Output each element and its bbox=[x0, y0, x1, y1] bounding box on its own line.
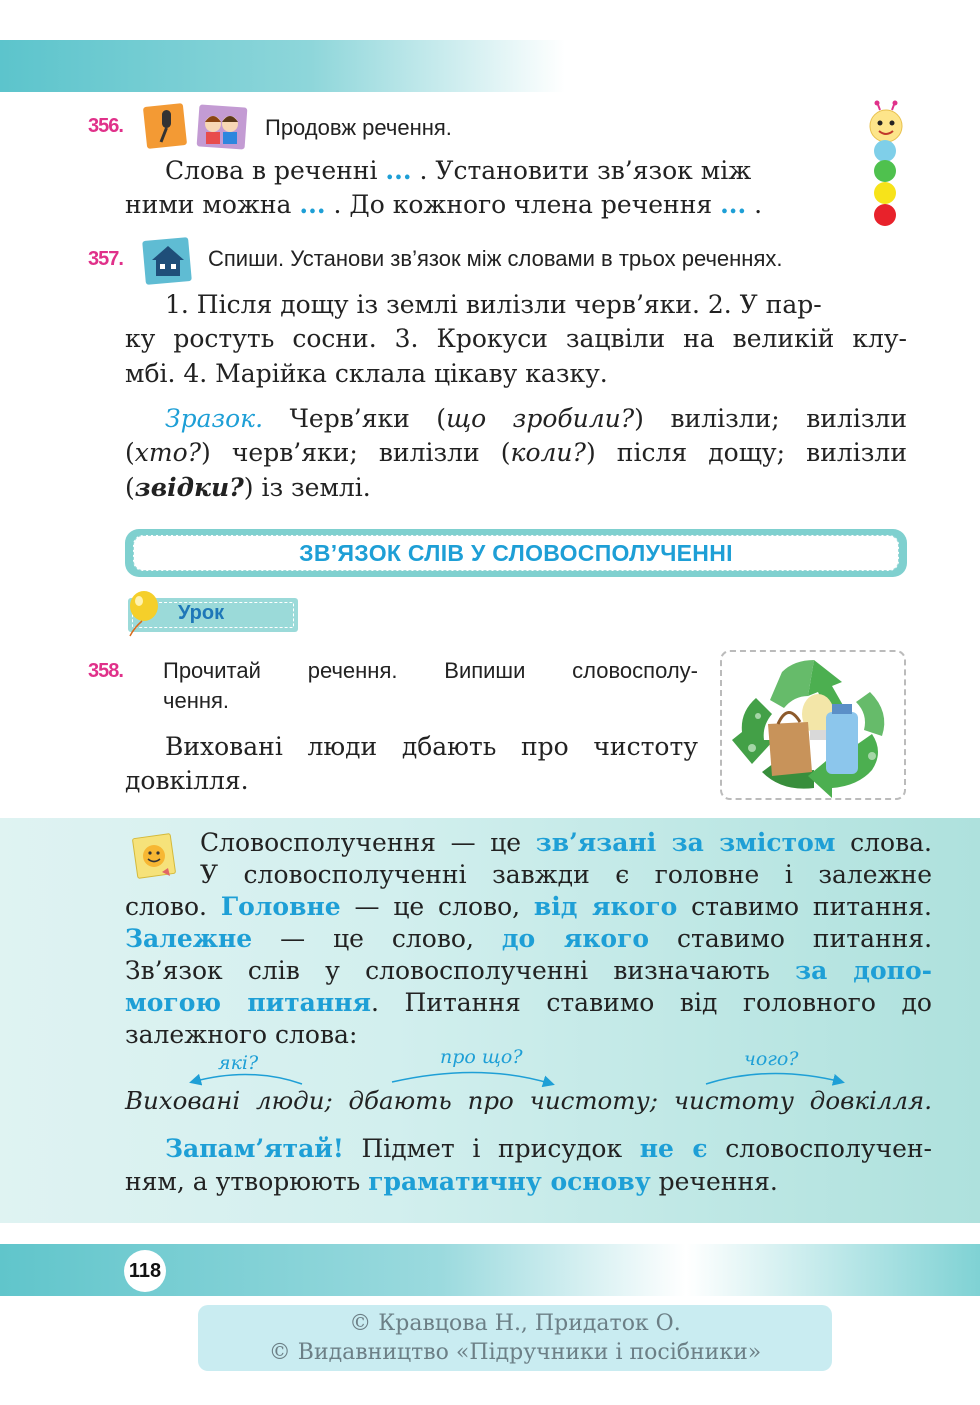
task-356-number: 356. bbox=[88, 115, 123, 137]
text-segment: — це слово, bbox=[252, 924, 502, 953]
highlight: Головне bbox=[220, 892, 341, 921]
highlight: не є bbox=[639, 1134, 708, 1163]
task-356-line-1 bbox=[165, 154, 845, 188]
blank-dots: ... bbox=[720, 190, 747, 219]
sample-line-2 bbox=[125, 436, 907, 470]
remember-line-1 bbox=[165, 1132, 932, 1166]
text-segment: . bbox=[754, 190, 763, 219]
text-segment: Словосполучення — це bbox=[200, 828, 536, 857]
text-segment: слова. bbox=[835, 828, 933, 857]
children-icon bbox=[196, 104, 248, 150]
text-segment: Підмет і присудок bbox=[343, 1134, 640, 1163]
remember-line-2 bbox=[125, 1165, 778, 1199]
rule-line-4 bbox=[125, 922, 932, 956]
sample-line-1 bbox=[165, 402, 907, 436]
rule-line-5 bbox=[125, 954, 932, 988]
remember-label: Запам’ятай! bbox=[165, 1134, 344, 1163]
text-segment: ставимо питання. bbox=[677, 892, 933, 921]
question-italic: коли? bbox=[510, 438, 586, 467]
example-phrases: Виховані люди; дбають про чистоту; чистоту довкілля. bbox=[125, 1086, 932, 1115]
highlight: Залежне bbox=[125, 924, 253, 953]
text-segment: речення. bbox=[650, 1167, 778, 1196]
rule-line-6 bbox=[125, 986, 932, 1020]
task-357-text-line-2: ку ростуть сосни. 3. Крокуси зацвіли на великій клу- bbox=[125, 324, 907, 353]
highlight: могою питання bbox=[125, 988, 371, 1017]
task-358-sentence-1: Виховані люди дбають про чистоту bbox=[165, 732, 698, 761]
text-segment: слово. bbox=[125, 892, 221, 921]
text-segment: Зв’язок слів у словосполученні визначають bbox=[125, 956, 796, 985]
highlight: зв’язані за змістом bbox=[535, 828, 836, 857]
microphone-icon bbox=[142, 100, 192, 150]
sample-label: Зразок. bbox=[165, 404, 264, 433]
task-358-instruction-2: чення. bbox=[163, 688, 230, 713]
highlight: граматичну основу bbox=[368, 1167, 651, 1196]
text-segment: . Установити зв’язок між bbox=[419, 156, 752, 185]
task-357-number: 357. bbox=[88, 248, 123, 270]
text-segment: ) вилізли; вилізли bbox=[634, 404, 907, 433]
recycle-image bbox=[720, 650, 906, 800]
question-label-3: чого? bbox=[744, 1048, 799, 1070]
copyright-line-2: © Видавництво «Підручники і посібники» bbox=[268, 1340, 762, 1365]
text-segment: Черв’яки ( bbox=[263, 404, 447, 433]
page-number: 118 bbox=[124, 1250, 166, 1292]
question-italic: звідки? bbox=[134, 473, 244, 502]
text-segment: . Питання ставимо від головного до bbox=[370, 988, 932, 1017]
task-357-text-line-1: 1. Після дощу із землі вилізли черв’яки. 2. У пар- bbox=[165, 290, 822, 319]
question-italic: хто? bbox=[134, 438, 202, 467]
blank-dots: ... bbox=[299, 190, 326, 219]
text-segment: ) після дощу; вилізли bbox=[585, 438, 907, 467]
section-title-bar bbox=[125, 529, 907, 577]
rule-line-3 bbox=[125, 890, 932, 924]
task-356-line-2 bbox=[125, 188, 845, 222]
text-segment: Слова в реченні bbox=[165, 156, 378, 185]
rule-line-1 bbox=[200, 826, 932, 860]
highlight: за допо- bbox=[795, 956, 932, 985]
text-segment: ) із землі. bbox=[243, 473, 371, 502]
question-label-2: про що? bbox=[440, 1046, 523, 1068]
text-segment: ) черв’яки; вилізли ( bbox=[201, 438, 511, 467]
highlight: до якого bbox=[501, 924, 650, 953]
task-358-sentence-2: довкілля. bbox=[125, 766, 249, 795]
task-357-instruction: Спиши. Установи зв’язок між словами в трьох реченнях. bbox=[208, 246, 783, 271]
caterpillar-icon bbox=[874, 100, 900, 230]
lesson-label: Урок bbox=[178, 602, 225, 624]
text-segment: словосполучен- bbox=[707, 1134, 932, 1163]
house-icon bbox=[142, 236, 194, 286]
smiley-note-icon bbox=[132, 832, 178, 880]
rule-line-7: залежного слова: bbox=[125, 1020, 358, 1049]
sample-line-3 bbox=[125, 471, 907, 505]
task-358-number: 358. bbox=[88, 660, 123, 682]
highlight: від якого bbox=[533, 892, 678, 921]
text-segment: ( bbox=[125, 438, 135, 467]
text-segment: ставимо питання. bbox=[649, 924, 933, 953]
text-segment: — це слово, bbox=[340, 892, 534, 921]
copyright-line-1: © Кравцова Н., Придаток О. bbox=[349, 1311, 681, 1336]
top-header-band bbox=[0, 40, 565, 92]
section-title: ЗВ’ЯЗОК СЛІВ У СЛОВОСПОЛУЧЕННІ bbox=[133, 535, 899, 571]
blank-dots: ... bbox=[385, 156, 412, 185]
task-356-instruction: Продовж речення. bbox=[265, 115, 452, 140]
text-segment: . До кожного члена речення bbox=[333, 190, 713, 219]
task-358-instruction-1: Прочитай речення. Випиши словосполу- bbox=[163, 658, 698, 683]
question-label-1: які? bbox=[218, 1052, 259, 1074]
task-357-text-line-3: мбі. 4. Марійка склала цікаву казку. bbox=[125, 359, 608, 388]
text-segment: ними можна bbox=[125, 190, 292, 219]
question-italic: що зробили? bbox=[446, 404, 635, 433]
rule-line-2: У словосполученні завжди є головне і залежне bbox=[200, 860, 932, 889]
text-segment: ням, а утворюють bbox=[125, 1167, 369, 1196]
balloon-icon bbox=[122, 590, 160, 642]
text-segment: ( bbox=[125, 473, 135, 502]
copyright-box bbox=[198, 1305, 832, 1371]
